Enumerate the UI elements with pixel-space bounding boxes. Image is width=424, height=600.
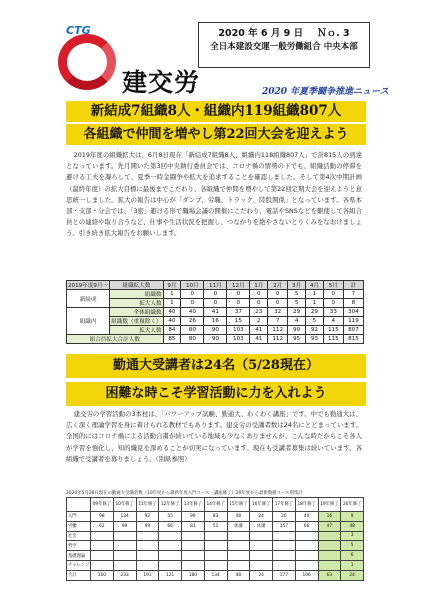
headline-2-line-2: 困難な時こそ学習活動に力を入れよう <box>66 382 366 406</box>
issue-date: 2020 年 6 月 9 日 <box>218 28 304 39</box>
table-cell <box>182 560 205 570</box>
table-cell: 32 <box>268 308 288 317</box>
table-cell: チャレンジ <box>67 560 91 570</box>
table-cell: 労働 <box>67 521 91 531</box>
table-row <box>67 560 364 570</box>
table-cell: 191 <box>136 570 159 580</box>
table-cell: 98 <box>91 512 114 522</box>
table-cell: 社会 <box>67 531 91 541</box>
table-cell: 1 <box>306 290 324 299</box>
table-cell: 99 <box>136 521 159 531</box>
table-cell <box>182 551 205 561</box>
table-header: 12月 <box>227 281 250 290</box>
table-cell <box>136 541 159 551</box>
table-header: 1月 <box>250 281 268 290</box>
table-cell: 16 <box>204 317 227 326</box>
table-cell: 80 <box>181 335 204 344</box>
table-cell: 20 <box>273 512 296 522</box>
table-cell: 99 <box>113 521 136 531</box>
table-cell <box>250 531 273 541</box>
table-cell: 103 <box>227 335 250 344</box>
table-cell <box>318 551 341 561</box>
table-cell <box>159 531 182 541</box>
table-cell: 103 <box>227 326 250 335</box>
table-cell: 40 <box>163 308 181 317</box>
table-cell <box>91 541 114 551</box>
organization-name: 全日本建設交運一般労働組合 中央本部 <box>210 42 358 52</box>
table-cell: 4 <box>323 317 343 326</box>
table-cell: 0 <box>250 290 268 299</box>
table-cell <box>273 531 296 541</box>
table-header: 18年修了 <box>295 498 318 512</box>
table-header: 10月 <box>181 281 204 290</box>
ctg-logo-icon <box>58 24 118 90</box>
table-cell: 3 <box>341 531 364 541</box>
table-cell: 99 <box>182 512 205 522</box>
table-cell: 63 <box>318 570 341 580</box>
table-cell: 組合員拡大合計人数 <box>67 335 164 344</box>
table-cell: 哲学 <box>67 541 91 551</box>
table-cell: 119 <box>343 317 363 326</box>
table-cell: 93 <box>306 335 324 344</box>
table-cell: 40 <box>295 512 318 522</box>
table-cell: 0 <box>268 290 288 299</box>
table-cell: 157 <box>273 521 296 531</box>
table-cell <box>227 560 250 570</box>
table-cell: 24 <box>341 570 364 580</box>
table-row <box>67 326 364 335</box>
table-cell <box>159 551 182 561</box>
headline-1-line-1: 新結成7組織8人・組織内119組織807人 <box>66 101 366 122</box>
table-cell: 121 <box>159 570 182 580</box>
table-cell: 41 <box>250 335 268 344</box>
table-row <box>67 317 364 326</box>
table-cell: 組織内 <box>67 308 110 335</box>
table-cell: 160 <box>91 570 114 580</box>
table-header: 2月 <box>268 281 288 290</box>
table-cell: 180 <box>182 570 205 580</box>
table-cell <box>295 551 318 561</box>
table-cell <box>113 531 136 541</box>
table-row <box>67 541 364 551</box>
table-header: 20年修了 <box>341 498 364 512</box>
table-cell: 24 <box>250 512 273 522</box>
table-cell <box>159 560 182 570</box>
table-cell: 40 <box>163 317 181 326</box>
table-cell <box>204 551 227 561</box>
table-cell: 92 <box>306 326 324 335</box>
table-cell: 組織数（重複除く） <box>110 317 163 326</box>
table-cell <box>227 541 250 551</box>
table-cell <box>113 551 136 561</box>
table-header-row <box>67 281 364 290</box>
table-row <box>67 335 364 344</box>
table-cell: 9 <box>341 512 364 522</box>
table-cell: 95 <box>288 335 306 344</box>
table-row <box>67 512 364 522</box>
table-cell: 15 <box>227 317 250 326</box>
table-cell: 83 <box>204 512 227 522</box>
table-header: 2019年度9月〜 <box>67 281 110 290</box>
table-cell: 5 <box>288 290 306 299</box>
table-cell: 合計 <box>67 570 91 580</box>
table-cell: 0 <box>227 290 250 299</box>
table-cell: 62 <box>91 521 114 531</box>
table-cell: 16 <box>318 512 341 522</box>
table-cell <box>250 551 273 561</box>
table-cell: 2 <box>250 317 268 326</box>
table-header: 14年修了 <box>204 498 227 512</box>
table-cell: 134 <box>204 570 227 580</box>
table-header: 12年修了 <box>159 498 182 512</box>
table-row <box>67 521 364 531</box>
table-header: 5月 <box>323 281 343 290</box>
table-cell: 0 <box>268 299 288 308</box>
table-cell: 90 <box>288 326 306 335</box>
table-cell: 新結成 <box>67 290 110 308</box>
table-cell: 304 <box>343 308 363 317</box>
table-cell: 177 <box>273 570 296 580</box>
table-cell: 47 <box>318 521 341 531</box>
issue-number: Ｎｏ. 3 <box>317 28 350 39</box>
table-cell <box>295 531 318 541</box>
table-header: 組織拡大数 <box>110 281 163 290</box>
table-cell <box>204 531 227 541</box>
table-cell: 112 <box>268 326 288 335</box>
logo-swirl-icon <box>58 34 116 90</box>
table-header: 3月 <box>288 281 306 290</box>
table-header-row <box>67 498 364 512</box>
table-header: 計 <box>343 281 363 290</box>
table-cell <box>136 560 159 570</box>
table-cell: 92 <box>136 512 159 522</box>
table-header: 17年修了 <box>273 498 296 512</box>
table-cell <box>250 560 273 570</box>
table-cell: 24 <box>250 570 273 580</box>
table-cell: 基礎理論 <box>67 551 91 561</box>
table-header: 15年修了 <box>227 498 250 512</box>
table-cell: 41 <box>250 326 268 335</box>
table-header: 16年修了 <box>250 498 273 512</box>
table-cell: 134 <box>113 512 136 522</box>
table-cell: 26 <box>181 317 204 326</box>
table-cell: 90 <box>204 335 227 344</box>
table-cell: 0 <box>204 299 227 308</box>
table-cell: 拡大人数 <box>110 326 163 335</box>
table-cell: 80 <box>181 326 204 335</box>
table-cell: 66 <box>159 521 182 531</box>
table-cell: 51 <box>204 521 227 531</box>
table-header: 4月 <box>306 281 324 290</box>
table-cell: 1 <box>163 299 181 308</box>
table-cell: 33 <box>323 308 343 317</box>
table-cell: 0 <box>227 299 250 308</box>
table-header: 11年修了 <box>136 498 159 512</box>
table-cell <box>273 551 296 561</box>
table-cell: 0 <box>323 290 343 299</box>
table-cell: 0 <box>181 290 204 299</box>
table-row <box>67 290 364 299</box>
table-cell <box>227 531 250 541</box>
table-cell <box>250 541 273 551</box>
table-cell: 7 <box>268 317 288 326</box>
table-cell: 0 <box>250 299 268 308</box>
table-cell: 40 <box>181 308 204 317</box>
table-cell: 37 <box>227 308 250 317</box>
table-header: 09年修了 <box>91 498 114 512</box>
table-header: 19年修了 <box>318 498 341 512</box>
table-cell: 29 <box>306 308 324 317</box>
table-cell: 0 <box>323 299 343 308</box>
table-cell: 拡大人数 <box>110 299 163 308</box>
table-cell <box>273 541 296 551</box>
table-cell: 5 <box>341 541 364 551</box>
table-cell <box>91 560 114 570</box>
table-cell: 48 <box>227 570 250 580</box>
table-cell: 106 <box>295 570 318 580</box>
course-enrollment-table <box>66 497 364 581</box>
table-cell: 23 <box>250 308 268 317</box>
table-row <box>67 531 364 541</box>
table-header: 9月 <box>163 281 181 290</box>
table-cell: 8 <box>343 299 363 308</box>
table-cell: 48 <box>341 521 364 531</box>
table-cell: 1 <box>341 560 364 570</box>
table-cell: 66 <box>295 521 318 531</box>
headline-1-line-2: 各組織で仲間を増やし第22回大会を迎えよう <box>66 124 366 145</box>
table-cell: 55 <box>159 512 182 522</box>
table-row <box>67 551 364 561</box>
table-cell: 5 <box>306 317 324 326</box>
table-header: 10年修了 <box>113 498 136 512</box>
table-cell <box>159 541 182 551</box>
table-cell <box>204 560 227 570</box>
table-cell: 112 <box>268 335 288 344</box>
table-cell <box>91 551 114 561</box>
table-cell: 233 <box>113 570 136 580</box>
table-cell: 6 <box>341 551 364 561</box>
table-cell: 休講 <box>250 521 273 531</box>
table-cell: 84 <box>163 326 181 335</box>
table-cell <box>295 541 318 551</box>
news-title: 2020 年夏季闘争推進ニュース <box>262 87 389 97</box>
table-header <box>67 498 91 512</box>
table-cell: 0 <box>181 299 204 308</box>
table-cell <box>318 541 341 551</box>
table-cell <box>227 551 250 561</box>
table-cell: 807 <box>343 326 363 335</box>
table-cell <box>182 531 205 541</box>
table-cell: 1 <box>306 299 324 308</box>
table-cell: 0 <box>204 290 227 299</box>
table-cell: 全体組織数 <box>110 308 163 317</box>
article-2-body: 建交労の学習活動の3本柱は、「パワーアップ試験、勤通大、わくわく講座」です。中でも勤通大は、広く深く理論学習を身に着けられる教材でもあります。建交労の受講者数は24名にとどまっています。全国的にはコロナ禍による活動自粛が続いている地域も少なくありませんが、こんな時だからこそ各人が学習を強化し、知的織見を深めることが切実になっています。現在も受講者募集は続いています。各組織で受講者を募りましょう。（別紙参照） <box>66 410 362 463</box>
brand-title: 建交労 <box>122 68 201 97</box>
table-cell: 4 <box>288 317 306 326</box>
table-cell: 81 <box>182 521 205 531</box>
table-cell <box>204 541 227 551</box>
table-cell <box>318 531 341 541</box>
table-cell: 115 <box>323 335 343 344</box>
table-header: 11月 <box>204 281 227 290</box>
table-cell: 1 <box>163 290 181 299</box>
table-cell <box>318 560 341 570</box>
table-cell: 48 <box>227 512 250 522</box>
table-2-caption: 2020年5月28日現在の勤通大受講者数（10年度から最新年度入門コース・講座修了）20年度から最新数値コース別集計 <box>66 491 303 496</box>
table-row <box>67 299 364 308</box>
table-header: 13年修了 <box>182 498 205 512</box>
table-cell: 85 <box>163 335 181 344</box>
table-row <box>67 308 364 317</box>
table-cell: 入門 <box>67 512 91 522</box>
table-cell <box>136 531 159 541</box>
article-1-body: 2019年度の組織拡大は、6月8日現在「新結成7組織8人、組織内118組織807人」で計815人の到達となっています。先月開いた第3回中央執行委員会では、コロナ禍の情勢の下でも、組織活動の停滞を避ける工夫を凝らして、夏季一時金闘争や拡大を追求することを確認しました。そして第4次中期計画（最終年度）の拡大目標に最後までこだわり、各組織で仲間を増やして第22回定期大会を迎えようと意思統一しました。拡大の報告は中心が「ダンプ、労職、トラック、陸股関係」となっています。各県本部・支部・分会では、「3密」避ける形で職場会議の開催にこだわり、電話やSNSなどを駆使して各組合員との連絡や取り合うなど、仕事や生活状況を把握し、つながりを絶やさないとりくみをなおけましょう。引き続き拡大報告をお願いします。 <box>66 151 362 238</box>
logo-text: CTG <box>66 24 91 37</box>
table-cell: 休講 <box>227 521 250 531</box>
table-cell: 7 <box>343 290 363 299</box>
table-cell <box>295 560 318 570</box>
table-cell <box>91 531 114 541</box>
table-cell <box>113 541 136 551</box>
table-cell: 41 <box>204 308 227 317</box>
table-cell: 組織数 <box>110 290 163 299</box>
headline-2-line-1: 勤通大受講者は24名（5/28現在） <box>66 354 366 378</box>
issue-info-box <box>198 22 370 68</box>
table-cell <box>273 560 296 570</box>
table-cell <box>113 560 136 570</box>
table-cell <box>136 551 159 561</box>
table-row <box>67 570 364 580</box>
organizing-table <box>66 280 364 344</box>
table-cell <box>182 541 205 551</box>
table-cell: 815 <box>343 335 363 344</box>
table-cell: 115 <box>323 326 343 335</box>
table-cell: 29 <box>288 308 306 317</box>
table-cell: 90 <box>204 326 227 335</box>
table-cell: 5 <box>288 299 306 308</box>
